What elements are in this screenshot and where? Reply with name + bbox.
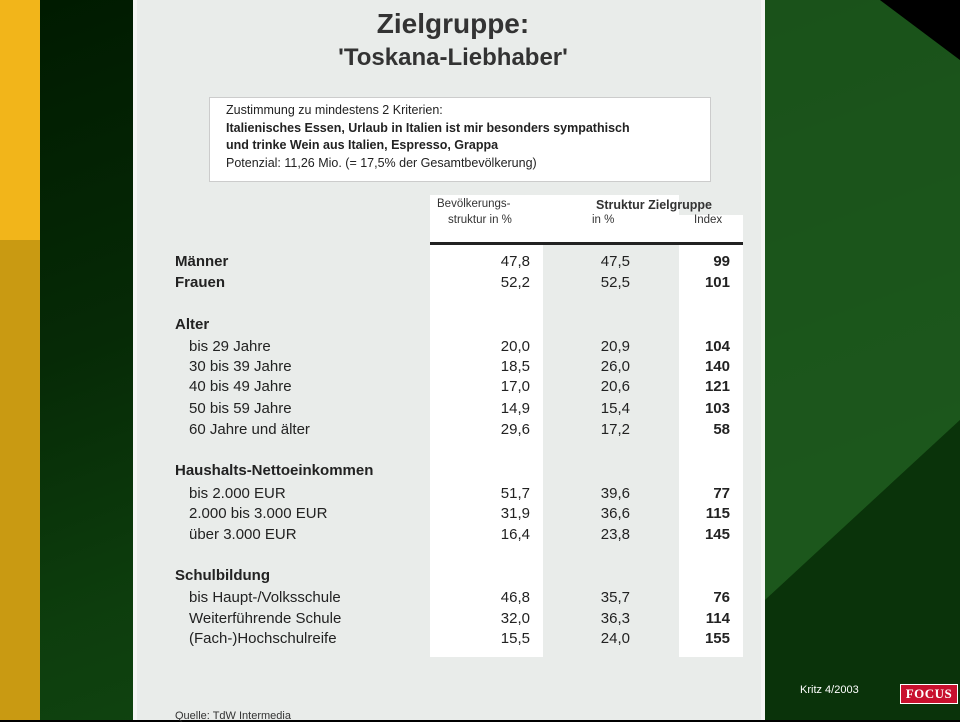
header-rule bbox=[430, 242, 743, 245]
section-label: Alter bbox=[175, 316, 210, 333]
cell-index: 77 bbox=[713, 485, 730, 502]
source-note: Quelle: TdW Intermedia bbox=[175, 710, 291, 722]
accent-bar-yellow bbox=[0, 0, 40, 240]
slide-credit: Kritz 4/2003 bbox=[800, 684, 859, 696]
cell-index: 103 bbox=[704, 400, 730, 417]
cell-bevoelkerung: 46,8 bbox=[500, 589, 530, 606]
page-subtitle: 'Toskana-Liebhaber' bbox=[338, 44, 568, 71]
cell-index: 99 bbox=[713, 253, 730, 270]
row-label: 2.000 bis 3.000 EUR bbox=[189, 505, 328, 522]
section-label: Schulbildung bbox=[175, 567, 270, 584]
cell-bevoelkerung: 31,9 bbox=[500, 505, 530, 522]
cell-bevoelkerung: 29,6 bbox=[500, 421, 530, 438]
row-label: 60 Jahre und älter bbox=[189, 421, 310, 438]
row-label: bis 2.000 EUR bbox=[189, 485, 286, 502]
cell-index: 155 bbox=[704, 630, 730, 647]
cell-bevoelkerung: 14,9 bbox=[500, 400, 530, 417]
focus-logo: FOCUS bbox=[900, 684, 958, 704]
row-label: Frauen bbox=[175, 274, 226, 291]
row-label: Männer bbox=[175, 253, 229, 270]
cell-index: 115 bbox=[705, 505, 730, 522]
cell-zielgruppe: 36,6 bbox=[600, 505, 630, 522]
cell-bevoelkerung: 17,0 bbox=[500, 378, 530, 395]
cell-bevoelkerung: 18,5 bbox=[500, 358, 530, 375]
cell-bevoelkerung: 51,7 bbox=[500, 485, 530, 502]
header-col3: Index bbox=[694, 214, 723, 226]
row-label: Weiterführende Schule bbox=[189, 610, 342, 627]
cell-zielgruppe: 15,4 bbox=[600, 400, 630, 417]
cell-zielgruppe: 23,8 bbox=[600, 526, 630, 543]
cell-index: 101 bbox=[704, 274, 730, 291]
cell-zielgruppe: 20,9 bbox=[600, 338, 630, 355]
row-label: 40 bis 49 Jahre bbox=[189, 378, 292, 395]
row-label: über 3.000 EUR bbox=[189, 526, 297, 543]
cell-index: 114 bbox=[705, 610, 730, 627]
header-struktur-zielgruppe: Struktur Zielgruppe bbox=[596, 198, 712, 212]
cell-bevoelkerung: 15,5 bbox=[500, 630, 530, 647]
header-col1-line1: Bevölkerungs- bbox=[437, 198, 511, 210]
cell-zielgruppe: 47,5 bbox=[600, 253, 630, 270]
row-label: 50 bis 59 Jahre bbox=[189, 400, 292, 417]
cell-index: 104 bbox=[704, 338, 730, 355]
cell-zielgruppe: 17,2 bbox=[600, 421, 630, 438]
cell-index: 140 bbox=[704, 358, 730, 375]
cell-index: 121 bbox=[704, 378, 730, 395]
row-label: bis Haupt-/Volksschule bbox=[189, 589, 341, 606]
cell-index: 145 bbox=[704, 526, 730, 543]
header-col2: in % bbox=[592, 214, 615, 226]
cell-bevoelkerung: 20,0 bbox=[500, 338, 530, 355]
row-label: bis 29 Jahre bbox=[189, 338, 271, 355]
cell-zielgruppe: 35,7 bbox=[600, 589, 630, 606]
cell-zielgruppe: 20,6 bbox=[600, 378, 630, 395]
cell-bevoelkerung: 32,0 bbox=[500, 610, 530, 627]
criteria-potential: Potenzial: 11,26 Mio. (= 17,5% der Gesamtbevölkerung) bbox=[226, 155, 537, 170]
criteria-line: Italienisches Essen, Urlaub in Italien ist mir besonders sympathisch bbox=[226, 120, 630, 135]
cell-bevoelkerung: 47,8 bbox=[500, 253, 530, 270]
document-sheet bbox=[133, 0, 765, 720]
cell-index: 58 bbox=[713, 421, 730, 438]
header-col1-line2: struktur in % bbox=[448, 214, 512, 226]
cell-bevoelkerung: 52,2 bbox=[500, 274, 530, 291]
cell-zielgruppe: 36,3 bbox=[600, 610, 630, 627]
cell-zielgruppe: 52,5 bbox=[600, 274, 630, 291]
criteria-intro: Zustimmung zu mindestens 2 Kriterien: bbox=[226, 103, 443, 117]
criteria-box bbox=[209, 97, 711, 182]
cell-bevoelkerung: 16,4 bbox=[500, 526, 530, 543]
accent-bar-gold bbox=[0, 240, 40, 720]
row-label: 30 bis 39 Jahre bbox=[189, 358, 292, 375]
cell-zielgruppe: 26,0 bbox=[600, 358, 630, 375]
section-label: Haushalts-Nettoeinkommen bbox=[175, 462, 374, 479]
page-title: Zielgruppe: bbox=[376, 8, 530, 39]
cell-zielgruppe: 39,6 bbox=[600, 485, 630, 502]
row-label: (Fach-)Hochschulreife bbox=[189, 630, 337, 647]
cell-zielgruppe: 24,0 bbox=[600, 630, 630, 647]
cell-index: 76 bbox=[713, 589, 730, 606]
criteria-line: und trinke Wein aus Italien, Espresso, Grappa bbox=[226, 138, 499, 152]
